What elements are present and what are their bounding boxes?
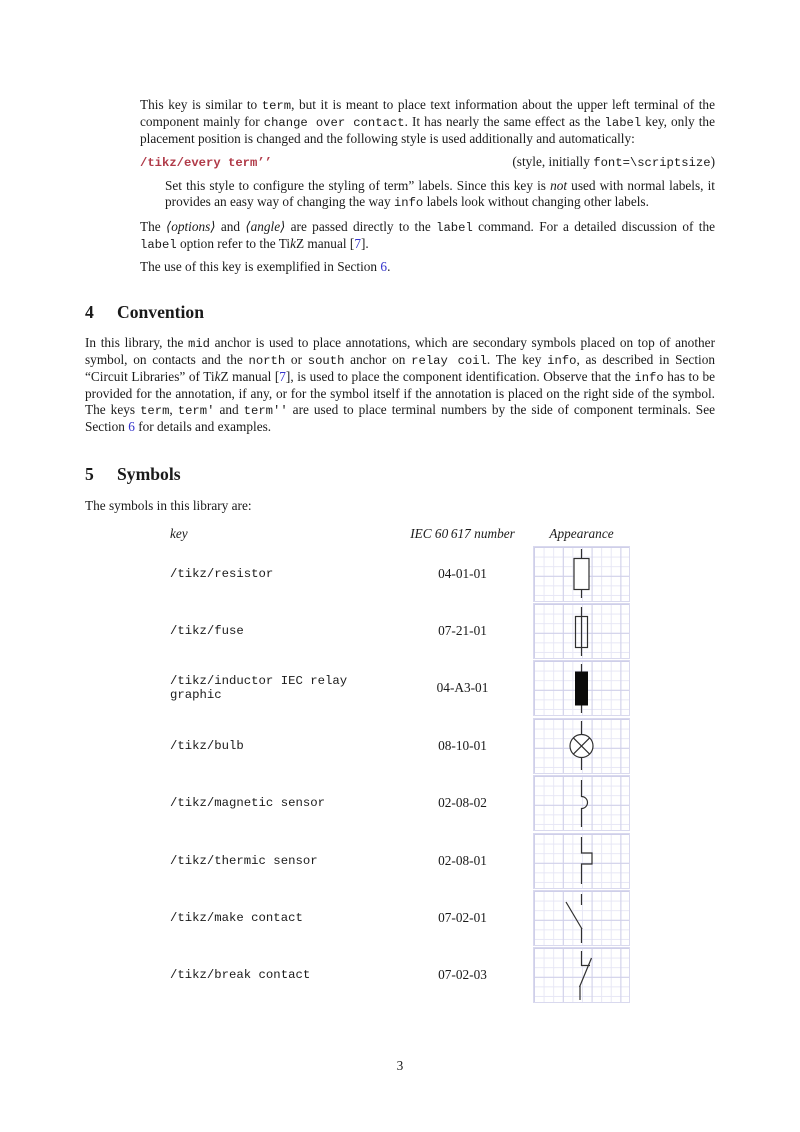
symbol-iec-number: 02-08-01 (438, 852, 487, 868)
ref-link[interactable]: 7 (279, 369, 286, 384)
header-key: key (170, 526, 188, 541)
paragraph-options-angle: The ⟨options⟩ and ⟨angle⟩ are passed directly to the label command. For a detailed discussion of the label option refer to the TikZ manual [7]. (140, 219, 715, 252)
paragraph-convention: In this library, the mid anchor is used to place annotations, which are secondary symbols placed on top of another symbol, on contacts and the north or south anchor on relay coil. The key info, as described in Section “Circuit Libraries” of TikZ manual [7], is used to place the component identification. Observe that the info has to be provided for the annotation, if any, or for the symbol itself if the annotation is placed on the right side of the symbol. The keys term, term' and term'' are used to place terminal numbers by the side of component terminals. See Section 6 for details and examples. (85, 335, 716, 434)
style-key-annotation: (style, initially font=\scriptsize) (512, 154, 715, 170)
paragraph-symbols-lead: The symbols in this library are: (85, 498, 252, 513)
section-4-number: 4 (85, 302, 94, 322)
symbol-iec-number: 08-10-01 (438, 737, 487, 753)
section-4-title: Convention (117, 302, 205, 322)
table-row (85, 602, 715, 659)
inductor-symbol-icon (533, 660, 630, 716)
section-5-title: Symbols (117, 464, 181, 484)
table-row (85, 832, 715, 889)
symbol-table-header (85, 526, 715, 542)
style-key-name: /tikz/every term’’ (140, 156, 272, 170)
resistor-symbol-icon (533, 546, 630, 602)
symbol-iec-number: 04-01-01 (438, 565, 487, 581)
section-5-number: 5 (85, 464, 94, 484)
symbol-key: /tikz/thermic sensor (170, 853, 318, 868)
thermic-sensor-symbol-icon (533, 833, 630, 889)
page-content (85, 97, 715, 1004)
header-appearance: Appearance (549, 526, 614, 541)
symbol-key: /tikz/break contact (170, 968, 311, 983)
magnetic-sensor-symbol-icon (533, 775, 630, 831)
table-row (85, 889, 715, 946)
symbol-iec-number: 07-02-03 (438, 967, 487, 983)
header-iec-number: IEC 60 617 number (410, 526, 515, 541)
symbol-iec-number: 02-08-02 (438, 795, 487, 811)
symbol-iec-number: 07-21-01 (438, 623, 487, 639)
symbol-key: /tikz/magnetic sensor (170, 796, 325, 811)
section-5-heading (85, 464, 715, 484)
paragraph-style-description: Set this style to configure the styling of term” labels. Since this key is not used with normal labels, it provides an easy way of changing the way info labels look without changing other labels. (165, 178, 715, 210)
table-row (85, 660, 715, 717)
symbol-table-body (85, 545, 715, 1004)
table-row (85, 717, 715, 774)
table-row (85, 775, 715, 832)
make-contact-symbol-icon (533, 890, 630, 946)
symbol-key: /tikz/inductor IEC relay graphic (170, 674, 348, 703)
symbol-key: /tikz/bulb (170, 738, 244, 753)
term-key-block (140, 97, 715, 275)
section-4-heading (85, 302, 715, 322)
symbol-iec-number: 07-02-01 (438, 910, 487, 926)
ref-link[interactable]: 7 (354, 236, 361, 251)
ref-link[interactable]: 6 (380, 259, 388, 274)
symbol-key: /tikz/make contact (170, 911, 303, 926)
symbol-table (85, 526, 715, 1004)
table-row (85, 947, 715, 1004)
page-number: 3 (396, 1058, 404, 1073)
symbol-key: /tikz/resistor (170, 566, 274, 581)
fuse-symbol-icon (533, 603, 630, 659)
paragraph-usage-reference: The use of this key is exemplified in Section 6. (140, 259, 391, 274)
style-key-entry (140, 154, 715, 171)
ref-link[interactable]: 6 (128, 419, 135, 434)
paragraph-term-key-intro: This key is similar to term, but it is meant to place text information about the upper left terminal of the component mainly for change over contact. It has nearly the same effect as the label key, only the placement position is changed and the following style is used additionally and automatically: (140, 97, 715, 146)
table-row (85, 545, 715, 602)
bulb-symbol-icon (533, 718, 630, 774)
symbol-key: /tikz/fuse (170, 624, 244, 639)
symbol-iec-number: 04-A3-01 (436, 680, 489, 696)
break-contact-symbol-icon (533, 947, 630, 1003)
